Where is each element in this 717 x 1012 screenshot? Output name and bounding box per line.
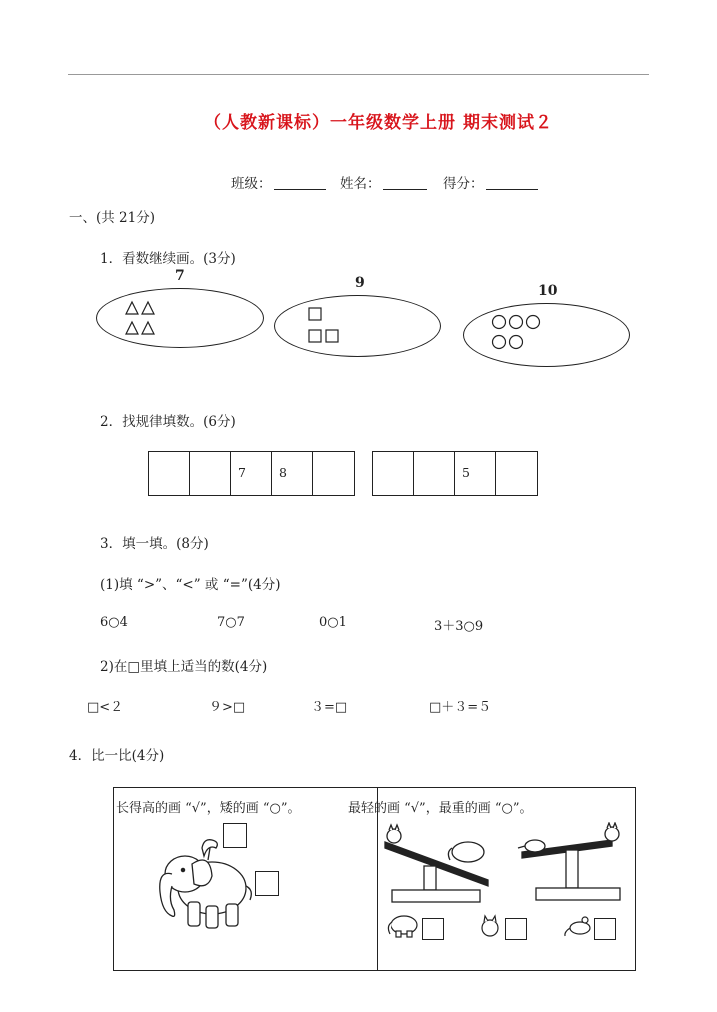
section-heading: 一、(共 21分)	[69, 210, 156, 226]
seesaw-illustration	[380, 822, 635, 912]
score-blank[interactable]	[486, 175, 538, 190]
compare-item[interactable]: 6○4	[100, 615, 128, 630]
name-blank[interactable]	[383, 175, 427, 190]
left-instruction: 长得高的画 “√”，矮的画 “○”。	[116, 801, 301, 816]
cat-icon	[387, 829, 401, 843]
group-1-ellipse[interactable]	[96, 288, 264, 348]
score-field	[443, 172, 538, 192]
circle-icon	[510, 316, 523, 329]
name-field	[340, 172, 427, 192]
square-icon	[309, 308, 321, 320]
circle-icon	[493, 336, 506, 349]
score-label: 得分：	[443, 176, 484, 192]
cat-icon	[605, 827, 619, 841]
triangle-icon	[126, 302, 138, 314]
mouse-icon	[525, 840, 545, 852]
sequence-cell[interactable]	[149, 452, 190, 495]
part-1-label: (1)填 “>”、“<” 或 “=”(4分)	[100, 577, 281, 593]
group-3-number: 10	[538, 283, 558, 299]
fill-item[interactable]: □＋３=５	[429, 700, 492, 715]
sequence-grid-2	[372, 451, 538, 496]
compare-item[interactable]: 0○1	[319, 615, 347, 630]
compare-item[interactable]: 3＋3○9	[434, 619, 484, 634]
fill-item[interactable]: □<２	[87, 700, 124, 715]
circle-icon	[510, 336, 523, 349]
triangle-icon	[142, 302, 154, 314]
sequence-grid-1	[148, 451, 355, 496]
sequence-cell: 8	[272, 452, 313, 495]
mouse-small-icon	[563, 912, 593, 938]
part-2-label: 2)在□里填上适当的数(4分)	[100, 659, 268, 675]
elephant-icon	[452, 842, 484, 862]
triangle-icon	[142, 322, 154, 334]
name-label: 姓名：	[340, 176, 381, 192]
sequence-cell[interactable]	[496, 452, 537, 495]
fill-item[interactable]: ３=□	[311, 700, 348, 715]
triangle-icon	[126, 322, 138, 334]
class-field	[231, 172, 326, 192]
answer-box-tall[interactable]	[223, 823, 247, 848]
circle-icon	[493, 316, 506, 329]
answer-box-cat[interactable]	[505, 918, 527, 940]
squares-drawn	[308, 307, 342, 347]
group-3-ellipse[interactable]	[463, 303, 630, 367]
sequence-cell[interactable]	[414, 452, 455, 495]
answer-box-elephant[interactable]	[422, 918, 444, 940]
square-icon	[309, 330, 321, 342]
question-2-label: 2．找规律填数。(6分)	[100, 414, 236, 430]
top-rule	[68, 74, 649, 75]
group-2-number: 9	[355, 275, 365, 291]
circles-drawn	[490, 314, 542, 354]
square-icon	[326, 330, 338, 342]
page-title: （人教新课标）一年级数学上册 期末测试２	[204, 113, 553, 133]
class-blank[interactable]	[274, 175, 326, 190]
class-label: 班级：	[231, 176, 272, 192]
compare-item[interactable]: 7○7	[217, 615, 245, 630]
triangles-drawn	[125, 300, 157, 340]
sequence-cell: 7	[231, 452, 272, 495]
elephant-small-icon	[384, 912, 420, 938]
cat-small-icon	[478, 914, 502, 938]
answer-box-short[interactable]	[255, 871, 279, 896]
right-instruction: 最轻的画 “√”，最重的画 “○”。	[348, 801, 533, 816]
fill-item[interactable]: ９>□	[209, 700, 246, 715]
question-4-label: 4．比一比(4分)	[69, 748, 165, 764]
question-1-label: 1．看数继续画。(3分)	[100, 251, 236, 267]
answer-box-mouse[interactable]	[594, 918, 616, 940]
sequence-cell[interactable]	[313, 452, 354, 495]
sequence-cell: 5	[455, 452, 496, 495]
sequence-cell[interactable]	[190, 452, 231, 495]
group-1-number: 7	[175, 268, 185, 284]
question-3-label: 3．填一填。(8分)	[100, 536, 209, 552]
group-2-ellipse[interactable]	[274, 295, 441, 357]
circle-icon	[527, 316, 540, 329]
sequence-cell[interactable]	[373, 452, 414, 495]
